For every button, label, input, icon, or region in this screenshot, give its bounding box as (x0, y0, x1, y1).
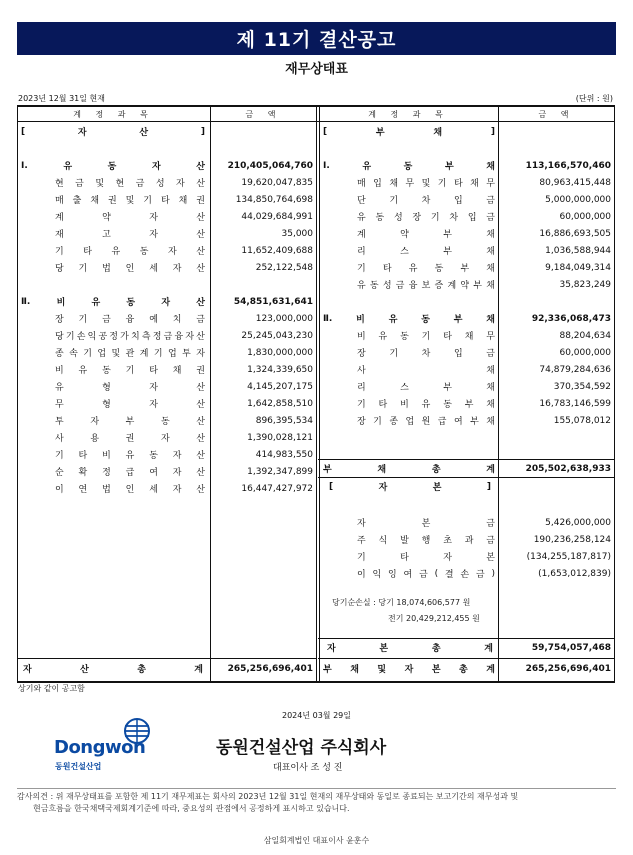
asset-item-amount: 414,983,550 (255, 449, 313, 460)
current-assets-label: Ⅰ. 유 동 자 산 (21, 160, 205, 172)
liability-item-label: 장 기 차 입 금 (357, 349, 495, 359)
asset-item-amount: 44,029,684,991 (241, 211, 313, 222)
asset-item-label: 재 고 자 산 (55, 230, 205, 240)
footer-divider (17, 788, 616, 789)
notice-title-bar (17, 22, 616, 55)
asset-item-label: 비 유 동 기 타 채 권 (55, 366, 205, 376)
asset-item-amount: 123,000,000 (255, 313, 313, 324)
liabilities-total-label: 부 채 총 계 (323, 465, 495, 475)
right-amount-header: 금 액 (538, 109, 575, 119)
assets-total-label: 자 산 총 계 (23, 665, 203, 675)
logo-wordmark: Dongwon (54, 737, 146, 758)
liability-item-label: 계 약 부 채 (357, 230, 495, 240)
liability-item-amount: 16,783,146,599 (539, 398, 611, 409)
current-assets-amount: 210,405,064,760 (227, 160, 313, 171)
assets-total-divider (17, 658, 316, 659)
equity-item-label: 이 익 잉 여 금 ( 결 손 금 ) (357, 568, 495, 580)
asset-item-label: 유 형 자 산 (55, 383, 205, 393)
asset-item-amount: 252,122,548 (255, 262, 313, 273)
statement-subtitle: 재무상태표 (285, 62, 348, 77)
liability-item-label: 유 동 성 장 기 차 입 금 (357, 213, 495, 223)
asset-item-label: 순 확 정 급 여 자 산 (55, 468, 205, 478)
noncurrent-liabilities-amount: 92,336,068,473 (531, 313, 611, 324)
asset-item-amount: 134,850,764,698 (235, 194, 313, 205)
dongwon-logo (52, 717, 162, 775)
statement-date: 2023년 12월 31일 현재 (18, 94, 105, 103)
asset-item-amount: 1,392,347,899 (247, 466, 313, 477)
asset-item-amount: 1,390,028,121 (247, 432, 313, 443)
right-account-header: 계 정 과 목 (368, 109, 449, 119)
liability-item-label: 매 입 채 무 및 기 타 채 무 (357, 179, 495, 189)
center-divider (316, 105, 320, 681)
asset-item-label: 장 기 금 융 예 치 금 (55, 315, 205, 325)
liability-item-label: 기 타 비 유 동 부 채 (357, 400, 495, 410)
asset-item-amount: 35,000 (281, 228, 313, 239)
current-liabilities-amount: 113,166,570,460 (525, 160, 611, 171)
grand-total-amount: 265,256,696,401 (525, 663, 611, 674)
asset-item-label: 기 타 유 동 자 산 (55, 247, 205, 257)
table-border-bottom (17, 681, 615, 683)
asset-item-amount: 11,652,409,688 (241, 245, 313, 256)
statement-unit: (단위 : 원) (575, 94, 613, 103)
equity-item-amount: 190,236,258,124 (533, 534, 611, 545)
equity-item-amount: 5,426,000,000 (545, 517, 611, 528)
current-liabilities-label: Ⅰ. 유 동 부 채 (323, 160, 495, 172)
asset-item-amount: 19,620,047,835 (241, 177, 313, 188)
liability-item-label: 리 스 부 채 (357, 383, 495, 393)
asset-item-amount: 1,830,000,000 (247, 347, 313, 358)
asset-item-label: 기 타 비 유 동 자 산 (55, 451, 205, 461)
asset-item-label: 무 형 자 산 (55, 400, 205, 410)
liability-item-amount: 35,823,249 (559, 279, 611, 290)
liabilities-total-amount: 205,502,638,933 (525, 463, 611, 474)
ceo-name: 대표이사 조 성 진 (273, 763, 343, 773)
asset-item-amount: 4,145,207,175 (247, 381, 313, 392)
asset-item-amount: 1,324,339,650 (247, 364, 313, 375)
asset-item-amount: 1,642,858,510 (247, 398, 313, 409)
liability-item-amount: 74,879,284,636 (539, 364, 611, 375)
assets-total-amount: 265,256,696,401 (227, 663, 313, 674)
balance-sheet-table (17, 105, 615, 681)
notice-date: 2024년 03월 29일 (282, 711, 351, 720)
liability-item-amount: 60,000,000 (559, 211, 611, 222)
liability-item-label: 사 채 (357, 366, 495, 376)
asset-item-label: 사 용 권 자 산 (55, 434, 205, 444)
audit-line-2: 현금흐름을 한국채택국제회계기준에 따라, 중요성의 관점에서 공정하게 표시하고 있습니다. (33, 804, 350, 813)
liability-item-amount: 155,078,012 (553, 415, 611, 426)
equity-total-amount: 59,754,057,468 (531, 642, 611, 653)
asset-item-label: 투 자 부 동 산 (55, 417, 205, 427)
net-loss-note: 당기순손실 : 당기 18,074,606,577 원 (332, 598, 471, 607)
liability-item-amount: 88,204,634 (559, 330, 611, 341)
audit-line-1: 감사의견 : 위 재무상태표를 포함한 제 11기 재무제표는 회사의 2023년 12월 31일 현재의 재무상태와 동일로 종료되는 보고기간의 재무성과 및 (17, 792, 519, 801)
equity-item-amount: (134,255,187,817) (526, 551, 611, 562)
asset-item-amount: 25,245,043,230 (241, 330, 313, 341)
header-divider (17, 121, 615, 122)
asset-item-label: 이 연 법 인 세 자 산 (55, 485, 205, 495)
liability-item-amount: 5,000,000,000 (545, 194, 611, 205)
left-account-header: 계 정 과 목 (73, 109, 154, 119)
liability-item-label: 비 유 동 기 타 채 무 (357, 332, 495, 342)
equity-item-amount: (1,653,012,839) (538, 568, 611, 579)
asset-item-label: 매 출 채 권 및 기 타 채 권 (55, 196, 205, 206)
logo-korean-name: 동원건설산업 (55, 762, 102, 771)
noncurrent-liabilities-label: Ⅱ. 비 유 동 부 채 (323, 313, 495, 325)
assets-section-header: [ 자 산 ] (21, 126, 205, 138)
prior-net-loss-note: 전기 20,429,212,455 원 (388, 614, 480, 623)
noncurrent-assets-amount: 54,851,631,641 (233, 296, 313, 307)
liability-item-label: 리 스 부 채 (357, 247, 495, 257)
asset-item-label: 계 약 자 산 (55, 213, 205, 223)
asset-item-label: 당 기 법 인 세 자 산 (55, 264, 205, 274)
asset-item-label: 종 속 기 업 및 관 계 기 업 투 자 (55, 349, 205, 359)
equity-total-label: 자 본 총 계 (327, 644, 493, 654)
audit-opinion (17, 791, 617, 815)
company-name: 동원건설산업 주식회사 (216, 738, 387, 758)
liability-item-amount: 9,184,049,314 (545, 262, 611, 273)
liability-item-label: 장 기 종 업 원 급 여 부 채 (357, 417, 495, 427)
notice-title: 제 11기 결산공고 (236, 29, 397, 51)
liability-item-amount: 60,000,000 (559, 347, 611, 358)
auditor-name: 삼일회계법인 대표이사 윤훈수 (263, 836, 370, 845)
liability-item-label: 단 기 차 입 금 (357, 196, 495, 206)
asset-item-amount: 896,395,534 (255, 415, 313, 426)
liability-item-label: 유 동 성 금 융 보 증 계 약 부 채 (357, 281, 495, 291)
table-border-left (17, 105, 18, 681)
asset-item-label: 현 금 및 현 금 성 자 산 (55, 179, 205, 189)
equity-item-label: 주 식 발 행 초 과 금 (357, 536, 495, 546)
table-border-right (614, 105, 615, 681)
equity-item-label: 기 타 자 본 (357, 553, 495, 563)
liability-item-label: 기 타 유 동 부 채 (357, 264, 495, 274)
grand-total-label: 부 채 및 자 본 총 계 (323, 665, 495, 675)
left-amount-header: 금 액 (245, 109, 282, 119)
liability-item-amount: 1,036,588,944 (545, 245, 611, 256)
asset-item-amount: 16,447,427,972 (241, 483, 313, 494)
noncurrent-assets-label: Ⅱ. 비 유 동 자 산 (21, 296, 205, 308)
grand-total-divider (318, 658, 615, 659)
asset-item-label: 당 기 손 익 공 정 가 치 측 정 금 융 자 산 (55, 332, 205, 342)
equity-section-header: [ 자 본 ] (329, 481, 491, 493)
closing-statement: 상기와 같이 공고함 (18, 684, 85, 693)
equity-item-label: 자 본 금 (357, 519, 495, 529)
liabilities-section-header: [ 부 채 ] (323, 126, 495, 138)
liability-item-amount: 370,354,592 (553, 381, 611, 392)
liability-item-amount: 16,886,693,505 (539, 228, 611, 239)
liability-item-amount: 80,963,415,448 (539, 177, 611, 188)
